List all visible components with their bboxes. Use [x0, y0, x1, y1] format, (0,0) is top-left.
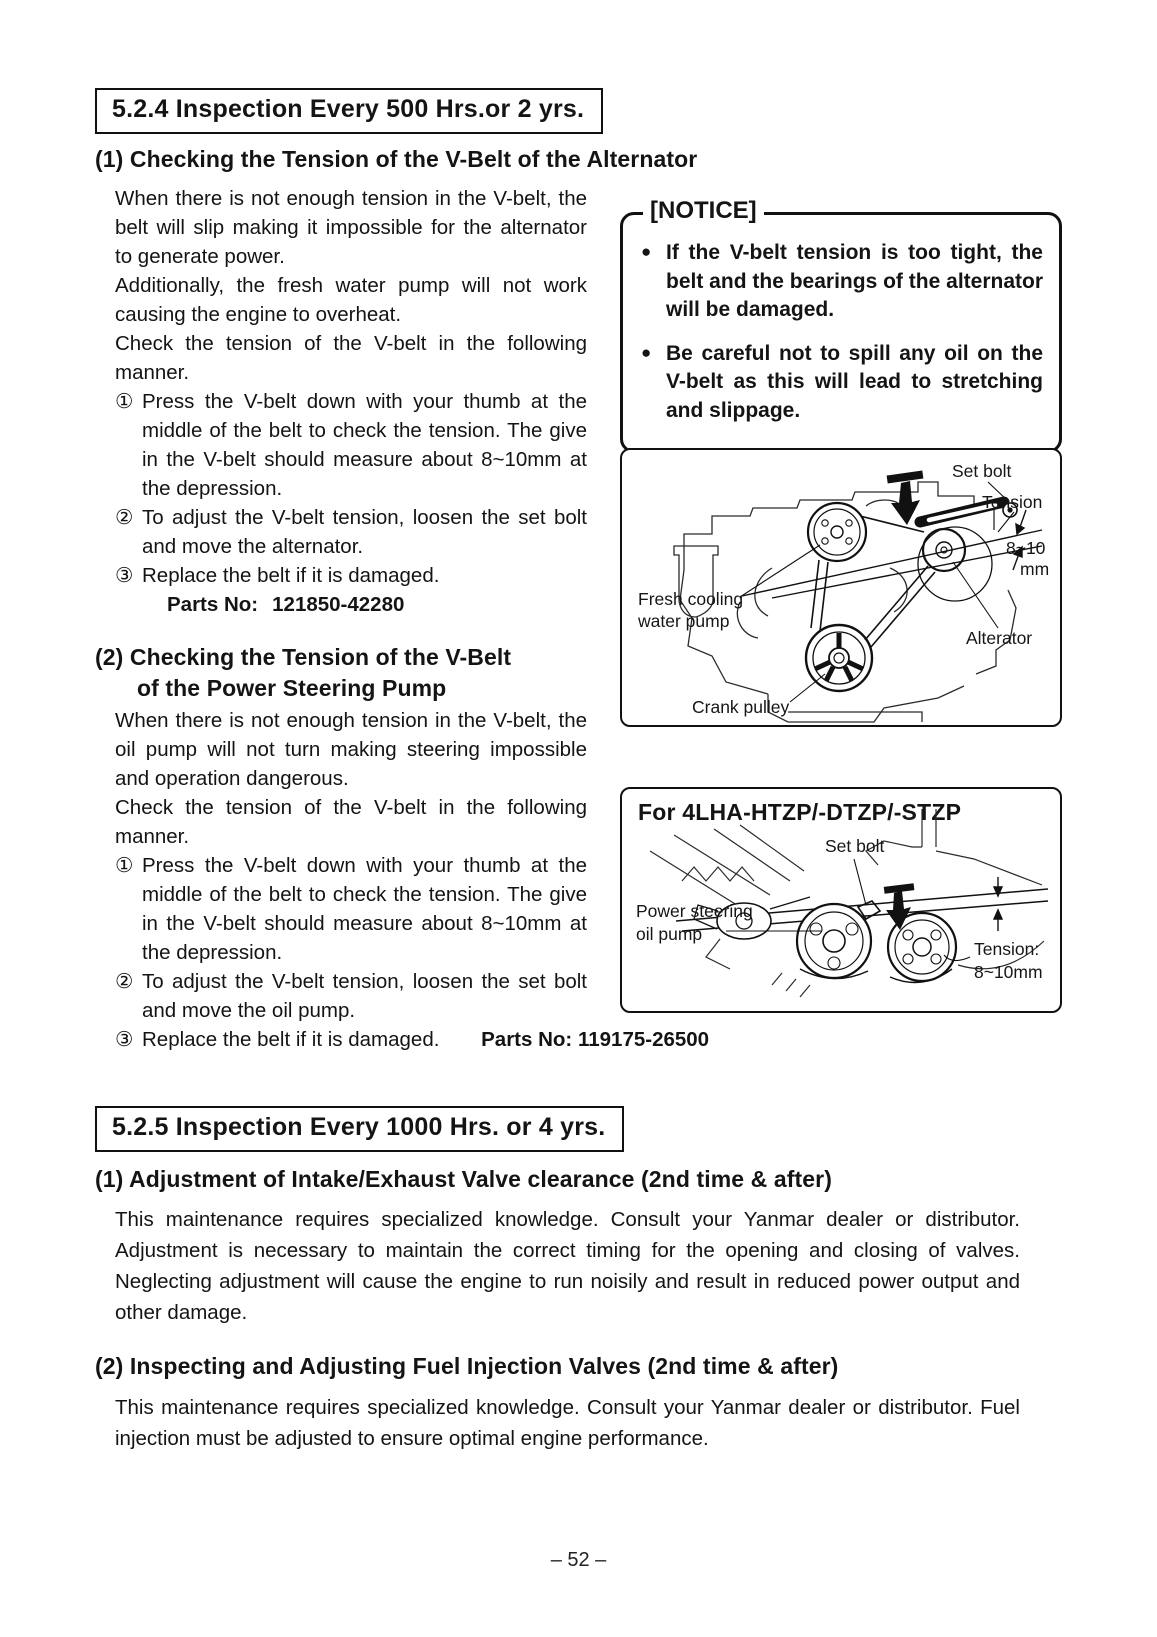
diagram1-water-pump-label2: water pump [638, 611, 730, 631]
step-text: To adjust the V-belt tension, loosen the set bolt and move the oil pump. [142, 970, 587, 1022]
alternator-belt-diagram [620, 448, 1062, 727]
power-steering-belt-art [622, 789, 1060, 1011]
diagram1-gap-unit-label: mm [1020, 559, 1050, 579]
step-item-with-parts [115, 1025, 710, 1054]
step-item [115, 967, 587, 1025]
paragraph: Additionally, the fresh water pump will not work causing the engine to overheat. [115, 274, 587, 326]
step-number: ① [115, 390, 134, 413]
diagram2-tension-value: 8~10mm [974, 962, 1043, 982]
paragraph: Check the tension of the V-belt in the following manner. [115, 332, 587, 384]
step-number: ② [115, 506, 134, 529]
heading-525-1: (1) Adjustment of Intake/Exhaust Valve clearance (2nd time & after) [95, 1166, 832, 1192]
parts-number: 119175-26500 [577, 1028, 710, 1051]
water-pump-pulley [808, 503, 866, 561]
step-item [115, 561, 587, 590]
notice-text: Be careful not to spill any oil on the V-belt as this will lead to stretching and slippage. [666, 341, 1043, 422]
diagram1-tension-label: Tension [982, 492, 1043, 512]
heading-524-1: (1) Checking the Tension of the V-Belt of the Alternator [95, 146, 698, 172]
step-text: Press the V-belt down with your thumb at the middle of the belt to check the tension. The give in the V-belt should measure about 8~10mm at the depression. [142, 390, 587, 500]
heading-line: of the Power Steering Pump [137, 675, 447, 701]
page-number: – 52 – [550, 1549, 607, 1571]
body-524-1 [115, 184, 587, 619]
heading-line: (2) Checking the Tension of the V-Belt [95, 644, 512, 670]
step-item [115, 387, 587, 503]
diagram1-gap-label: 8~10 [1006, 538, 1046, 558]
parts-number-line [167, 590, 587, 619]
step-text: Replace the belt if it is damaged. [142, 1028, 440, 1051]
diagram2-tension-label: Tension: [974, 939, 1040, 959]
step-number: ① [115, 854, 134, 877]
gap-arrows [994, 877, 1002, 931]
parts-label: Parts No: [167, 593, 259, 616]
step-number: ② [115, 970, 134, 993]
diagram1-water-pump-label: Fresh cooling [638, 589, 744, 609]
body-525-2: This maintenance requires specialized knowledge. Consult your Yanmar dealer or distributor. Fuel injection must be adjusted to ensure optimal engine performance. [115, 1396, 1020, 1450]
heading-524-2 [95, 642, 511, 704]
body-525-1: This maintenance requires specialized knowledge. Consult your Yanmar dealer or distributor. Adjustment is necessary to maintain the correct timing for the opening and closing of valves. Neglecting adjustment will cause the engine to run noisily and result in reduced power output and other damage. [115, 1208, 1020, 1324]
section-525-header: 5.2.5 Inspection Every 1000 Hrs. or 4 yrs. [95, 1106, 624, 1152]
power-steering-belt-diagram [620, 787, 1062, 1013]
step-item [115, 851, 587, 967]
parts-number-line [481, 1028, 709, 1051]
diagram2-pump-label: Power steering [636, 901, 753, 921]
diagram2-title: For 4LHA-HTZP/-DTZP/-STZP [638, 799, 962, 825]
diagram2-pump-label2: oil pump [636, 924, 703, 944]
notice-title: [NOTICE] [643, 197, 764, 225]
notice-text: If the V-belt tension is too tight, the belt and the bearings of the alternator will be damaged. [666, 241, 1043, 321]
step-text: Press the V-belt down with your thumb at the middle of the belt to check the tension. The give in the V-belt should measure about 8~10mm at the depression. [142, 854, 587, 964]
steps-list [115, 387, 587, 590]
paragraph: Check the tension of the V-belt in the following manner. [115, 796, 587, 848]
paragraph: When there is not enough tension in the V-belt, the oil pump will not turn making steering impossible and operation dangerous. [115, 709, 587, 790]
diagram1-set-bolt-label: Set bolt [952, 461, 1012, 481]
bullet-icon: ● [641, 242, 652, 261]
parts-number: 121850-42280 [272, 593, 405, 616]
tension-line [742, 530, 1042, 598]
pump-pulley [797, 904, 871, 978]
diagram1-crank-pulley-label: Crank pulley [692, 697, 790, 717]
diagram2-set-bolt-label: Set bolt [825, 836, 885, 856]
step-number: ③ [115, 564, 134, 587]
step-number: ③ [115, 1028, 134, 1051]
diagram1-alternator-label: Alterator [966, 628, 1033, 648]
paragraph: When there is not enough tension in the V-belt, the belt will slip making it impossible for the alternator to generate power. [115, 187, 587, 268]
press-arrow-icon [887, 471, 924, 525]
notice-item [641, 340, 1043, 426]
notice-box [620, 197, 1062, 453]
step-text: Replace the belt if it is damaged. [142, 564, 440, 587]
step-item [115, 503, 587, 561]
parts-label: Parts No: [481, 1028, 573, 1051]
alternator-belt-art [622, 450, 1060, 725]
heading-525-2: (2) Inspecting and Adjusting Fuel Injection Valves (2nd time & after) [95, 1353, 839, 1379]
section-524-header: 5.2.4 Inspection Every 500 Hrs.or 2 yrs. [95, 88, 603, 134]
notice-item [641, 239, 1043, 325]
step-text: To adjust the V-belt tension, loosen the set bolt and move the alternator. [142, 506, 587, 558]
bullet-icon: ● [641, 342, 652, 362]
